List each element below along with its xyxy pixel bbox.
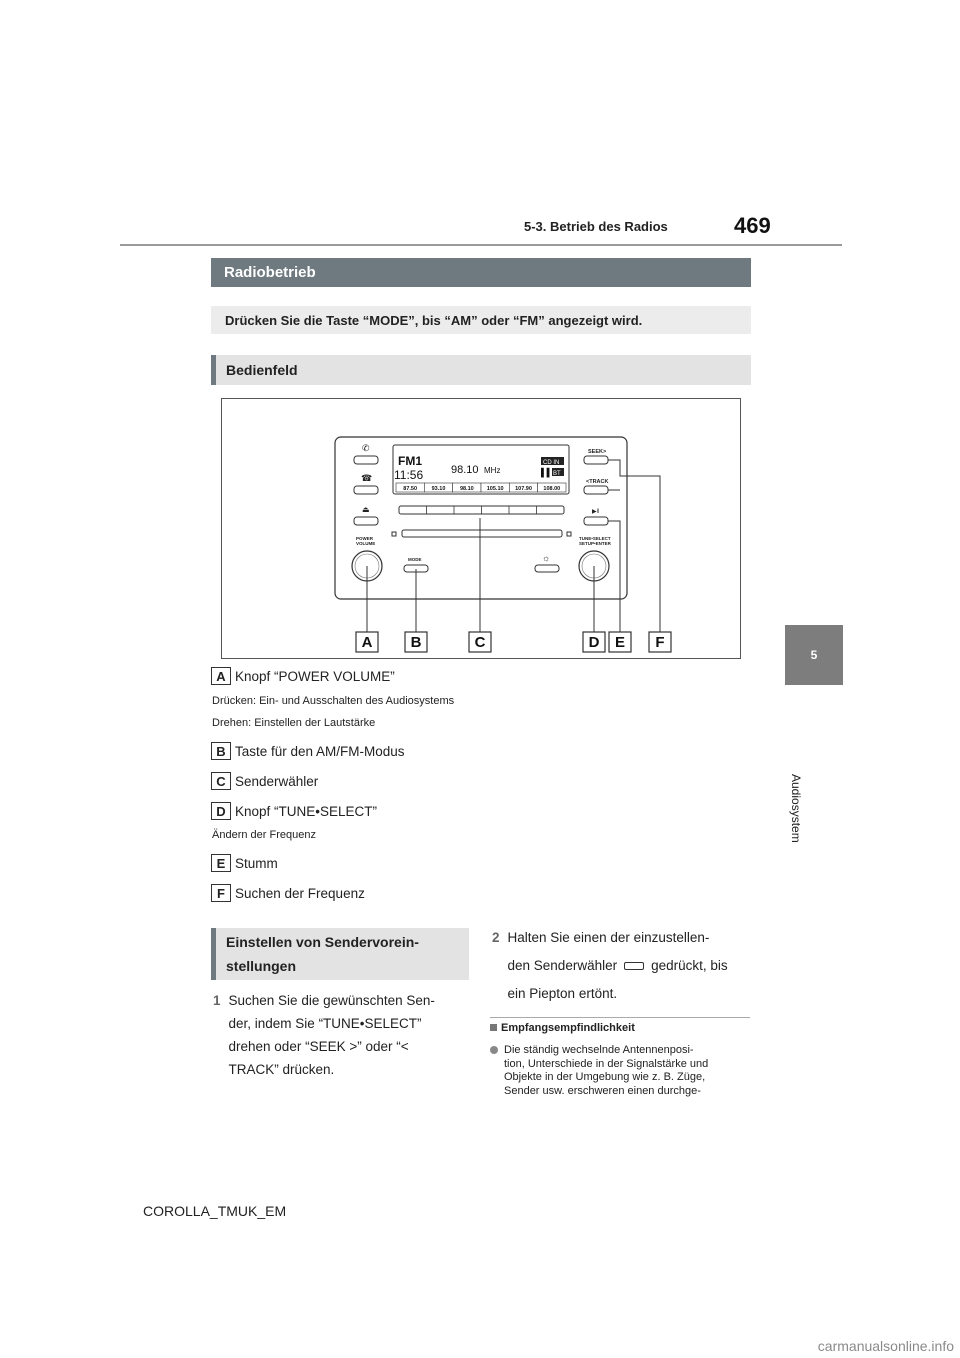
display-preset-value: 105.10: [486, 486, 504, 492]
chapter-tab[interactable]: 5: [785, 625, 843, 685]
note-title: [490, 1022, 635, 1034]
step-1-number: 1: [213, 993, 221, 1008]
display-clock: 11:56: [394, 468, 424, 482]
callout-letter: F: [655, 634, 665, 651]
legend-badge-c: C: [211, 772, 231, 790]
display-unit: MHz: [484, 466, 501, 475]
display-preset-value: 93.10: [431, 486, 446, 492]
legend-label-b: Taste für den AM/FM-Modus: [235, 743, 405, 759]
slot-indicator-right: [567, 532, 571, 536]
legend-item-c: [211, 770, 318, 792]
subsection-title-panel: Bedienfeld: [211, 355, 751, 385]
step-2-text-after: gedrückt, bis ein Piepton ertönt.: [507, 958, 728, 1001]
note-divider: [490, 1017, 750, 1018]
mute-button[interactable]: [584, 517, 608, 525]
step-2: [492, 924, 762, 1008]
instruction-box: Drücken Sie die Taste “MODE”, bis “AM” oder “FM” angezeigt wird.: [211, 306, 751, 334]
display-bt-badge-text: BT: [553, 471, 561, 477]
watermark: carmanualsonline.info: [817, 1338, 954, 1354]
page-number: 469: [734, 213, 771, 238]
brightness-icon: ☼: [542, 553, 551, 563]
legend-badge-b: B: [211, 742, 231, 760]
phone-answer-icon: ✆: [362, 443, 370, 453]
legend-item-d: [211, 800, 377, 822]
legend-note-a1: Drücken: Ein- und Ausschalten des Audiosystems: [212, 695, 455, 707]
legend-item-e: [211, 852, 278, 874]
legend-label-f: Suchen der Frequenz: [235, 885, 365, 901]
display-preset-value: 108.00: [543, 486, 561, 492]
legend-label-e: Stumm: [235, 855, 278, 871]
display-preset-value: 87.50: [403, 486, 418, 492]
legend-item-b: [211, 740, 405, 762]
callout-labels: [356, 632, 671, 652]
header-divider: [120, 244, 842, 246]
cd-slot: [402, 530, 562, 537]
note-title-text: Empfangsempfindlichkeit: [501, 1022, 635, 1034]
control-panel-figure: [221, 398, 741, 659]
power-volume-label-2: VOLUME: [356, 541, 376, 546]
slot-indicator-left: [392, 532, 396, 536]
phone-hangup-button[interactable]: [354, 486, 378, 494]
note-square-icon: [490, 1024, 497, 1031]
note-bullet-icon: [490, 1046, 498, 1054]
legend-badge-e: E: [211, 854, 231, 872]
signal-icon: ▌▌: [541, 468, 553, 477]
phone-hangup-icon: ☎: [361, 473, 373, 483]
legend-item-a: [211, 665, 395, 687]
display-preset-value: 107.90: [515, 486, 532, 492]
legend-item-f: [211, 882, 365, 904]
play-pause-icon: ▶‖: [592, 509, 600, 515]
note-body: [490, 1044, 760, 1098]
section-reference: 5-3. Betrieb des Radios: [524, 219, 668, 234]
seek-button[interactable]: [584, 456, 608, 464]
track-label: <TRACK: [586, 479, 609, 485]
chapter-label-text: Audiosystem: [789, 774, 803, 843]
section-title: Radiobetrieb: [211, 258, 751, 287]
callout-letter: E: [614, 634, 626, 651]
power-volume-label: POWER: [356, 536, 374, 541]
display-cd-badge-text: CD IN: [543, 460, 560, 466]
legend-label-d: Knopf “TUNE•SELECT”: [235, 803, 378, 819]
step-1: [213, 989, 473, 1081]
step-2-number: 2: [492, 930, 500, 945]
legend-note-d1: Ändern der Frequenz: [212, 829, 316, 841]
setup-enter-label: SETUP•ENTER: [579, 541, 611, 546]
legend-badge-a: A: [211, 667, 231, 685]
track-button[interactable]: [584, 486, 608, 494]
mode-label: MODE: [408, 557, 422, 562]
phone-answer-button[interactable]: [354, 456, 378, 464]
display-frequency: 98.10: [451, 464, 479, 476]
legend-note-a2: Drehen: Einstellen der Lautstärke: [212, 717, 376, 729]
tune-select-label: TUNE•SELECT: [579, 536, 611, 541]
chapter-label: [780, 690, 810, 843]
callout-letter: C: [474, 634, 486, 651]
callout-letter: B: [410, 634, 422, 651]
preset-button-icon: [624, 962, 644, 970]
legend-label-a: Knopf “POWER VOLUME”: [235, 668, 395, 684]
seek-label: SEEK>: [588, 449, 607, 455]
display-preset-row: [396, 483, 566, 492]
legend-badge-f: F: [211, 884, 231, 902]
eject-button[interactable]: [354, 517, 378, 525]
callout-letter: D: [588, 634, 600, 651]
eject-icon: ⏏: [362, 505, 370, 514]
document-code: COROLLA_TMUK_EM: [143, 1203, 287, 1219]
control-panel-illustration: [222, 399, 740, 658]
legend-badge-d: D: [211, 802, 231, 820]
subsection-title-presets: Einstellen von Sendervorein- stellungen: [211, 928, 469, 980]
step-2-text: [508, 924, 728, 1008]
preset-buttons: [399, 506, 564, 514]
note-body-text: Die ständig wechselnde Antennenposi- tion, Unterschiede in der Signalstärke und Objekte in der Umgebung wie z. B. Züge, Sender usw. erschweren einen durchge-: [504, 1044, 709, 1097]
brightness-button[interactable]: [535, 565, 559, 572]
callout-letter: A: [361, 634, 373, 651]
display-preset-value: 98.10: [459, 486, 474, 492]
legend-label-c: Senderwähler: [235, 773, 319, 789]
step-2-text-before: Halten Sie einen der einzustellen- den Senderwähler: [507, 930, 710, 973]
display-band: FM1: [398, 454, 422, 468]
step-1-text: Suchen Sie die gewünschten Sen- der, indem Sie “TUNE•SELECT” drehen oder “SEEK >” oder “< TRACK” drücken.: [228, 993, 435, 1077]
